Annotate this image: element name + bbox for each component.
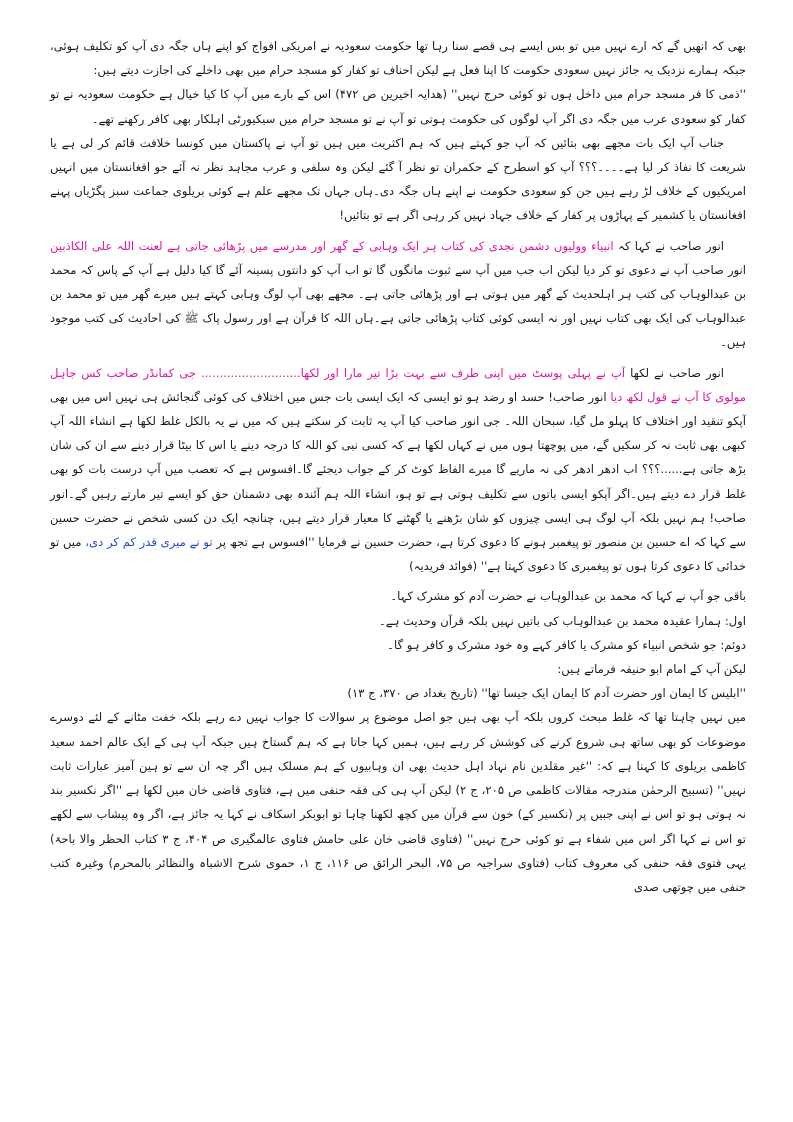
highlighted-quote-pink-1: آپ نے پہلی پوسٹ میں اپنی طرف سے بہت بڑا تیر مارا اور لکھا........................... [201,365,626,380]
paragraph-iblis-quote: ''ابلیس کا ایمان اور حضرت آدم کا ایمان ایک جیسا تھا'' (تاریخ بغداد ص ۳۷۰، ج ۱۳) [347,686,746,701]
anwar-response-text: انور صاحب آپ نے دعوی تو کر دیا لیکن اب جب میں آپ سے ثبوت مانگوں گا تو اب آپ کو دانتوں پسینہ آئے گا کیا دلیل ہے آپ کے پاس کہ محمد بن عبدالوہاب کی کتب ہر اہلحدیث کے گھر میں ہوتی ہے اور پڑھائی جاتی ہے۔ مجھے بھی آپ لوگ وہابی کہتے ہیں میرے گھر میں تو محمد بن عبدالوہاب کی ایک بھی کتاب نہیں اور نہ ایسی کوئی کتاب پڑھائی جاتی ہے۔ہاں اللہ کا قرآن ہے اور رسول پاک ﷺ کی احادیث کی کتب موجود ہیں۔ [50,262,746,350]
paragraph-point-first: اول: ہمارا عقیدہ محمد بن عبدالوہاب کی باتیں نہیں بلکہ قرآن وحدیث ہے۔ [378,613,746,628]
response-text-end: میں تو خدائی کا دعوی کرتا ہوں تو پیغمبری کا دعوی کہتا ہے'' (فوائد فریدیہ) [50,535,746,574]
paragraph-fiqh-hanafi: میں نہیں چاہتا تھا کہ غلط مبحث کروں بلکہ آپ بھی ہیں جو اصل موضوع پر سوالات کا جواب نہیں دے رہے بلکہ خفت مٹانے کے لئے دوسرے موضوعات کو بھی ساتھ ہی شروع کرنے کی کوشش کر رہے ہیں، ہمیں کہا جاتا ہے کہ ہم گستاخ ہیں جبکہ آپ ہی کے ایک عالم احمد سعید کاظمی بریلوی کا کہنا ہے کہ: ''غیر مقلدین نام نہاد اہل حدیث بھی ان وہابیوں کے ہم مسلک ہیں اگر چہ ان سے تو ہین آمیز عبارات ثابت نہیں'' (تسبیح الرحمٰن مندرجہ مقالات کاظمی ص ۲۰۵، ج ۲) لیکن آپ ہی کی فقہ حنفی میں ہے، فتاوی قاضی خان میں لکھا ہے ''اگر نکسیر بند نہ ہوتی ہو تو اس نے اپنی جبیں پر (نکسیر کے) خون سے قرآن میں کچھ لکھنا چاہا تو ابوبکر اسکاف نے کہا یہ جائز ہے، اگر وہ پیشاب سے لکھے تو اس نے کہا اگر اس میں شفاء ہے تو کوئی حرج نہیں'' (فتاوی قاضی خان علی حامش فتاوی عالمگیری ص ۴۰۴، ج ۳ کتاب الحظر والا باحۃ) یہی فتوی فقہ حنفی کی معروف کتاب (فتاوی سراجیہ ص ۷۵، البحر الرائق ص ۱۱۶، ج ۱، حموی شرح الاشباہ والنظائر بالمحرم) وغیرہ کتب حنفی میں چوتھی صدی [50,710,746,894]
response-text: انور صاحب! حسد او رضد ہو تو ایسی کہ ایک ایسی بات جس میں اختلاف کی کوئی گنجائش ہی نہیں اس میں بھی آپکو تنقید اور اختلاف کا پہلو مل گیا، سبحان اللہ۔ جی انور صاحب کیا آپ یہ ثابت کر سکتے ہیں کہ میں نے یہ بالکل غلط لکھا ہے انشاء اللہ آپ کبھی بھی ثابت نہ کر سکیں گے، میں پوچھتا ہوں میں نے کہاں لکھا ہے کہ کسی نبی کو اللہ کا درجہ دینے یا اس کا بیٹا قرار دینے سے ان کی شان بڑھ جاتی ہے......؟؟؟ اب ادھر ادھر کی نہ ماریے گا میرے الفاظ کوٹ کر کے جواب دیجئے گا۔افسوس ہے کہ تعصب میں آپ درست بات کو بھی غلط قرار دے دیتے ہیں۔اگر آپکو ایسی باتوں سے تکلیف ہوتی ہے تو ہو، انشاء اللہ ہم آئندہ بھی دشمنان حق کو ایسے تیر مارتے رہیں گے۔انور صاحب! ہم نہیں بلکہ آپ لوگ ہی ایسی چیزوں کو شان بڑھنے یا گھٹنے کا معیار قرار دیتے ہیں، چنانچہ ایک دن کسی شخص نے حضرت حسین سے کہا کہ اے حسین بن منصور تو پیغمبر ہونے کا دعوی کرتا ہے، حضرت حسین نے فرمایا ''افسوس ہے تجھ پر [50,389,747,550]
paragraph-intro: بھی کہ انھیں گے کہ ارے نہیں میں تو بس ایسے ہی قصے سنا رہا تھا حکومت سعودیہ نے امریکی افواج کو اپنے ہاں جگہ دی آپ کو تکلیف ہوئی، جبکہ ہمارے نزدیک یہ جائز نہیں سعودی حکومت کا اپنا فعل ہے لیکن احناف تو کفار کو مسجد حرام میں بھی داخلے کی اجازت دیتے ہیں: [50,39,746,78]
paragraph-point-second: دوئم: جو شخص انبیاء کو مشرک یا کافر کہے وہ خود مشرک و کافر ہو گا۔ [387,637,746,652]
highlighted-quote-pink-2: جی کمانڈر صاحب کس جاہل مولوی کا آپ نے قول لکھ دیا [50,365,746,404]
document-body [50,34,746,899]
paragraph-khilafat-question: جناب آپ ایک بات مجھے بھی بتائیں کہ آپ جو کہتے ہیں کہ ہم اکثریت میں ہیں تو آپ نے پاکستان میں کونسا خلافت قائم کر لی ہے یا شریعت کا نفاذ کر لیا ہے۔۔۔۔؟؟؟ آپ کو اسطرح کے حکمران تو نظر آ گئے لیکن وہ سلفی و عرب مجاہد نظر نہ آئے جو افغانستان میں انہیں امریکیوں کے خلاف لڑ رہے ہیں جن کو سعودی حکومت نے اپنے ہاں جگہ دی۔ہاں جہاں تک مجھے علم ہے کوئی بریلوی جماعت سبز پگڑیاں پہنے افغانستان یا کشمیر کے پہاڑوں پر کفار کے خلاف جہاد نہیں کر رہی اگر ہے تو بتائیں! [50,135,746,223]
anwar-wrote-text: انور صاحب نے لکھا [630,365,724,380]
highlighted-quote-pink: انبیاء وولیوں دشمن نجدی کی کتاب ہر ایک وہابی کے گھر اور مدرسے میں پڑھائی جاتی ہے لعنت اللہ علی الکاذبین [50,238,614,253]
paragraph-anwar-claim-1 [50,234,746,355]
paragraph-adam-claim: باقی جو آپ نے کہا کہ محمد بن عبدالوہاب نے حضرت آدم کو مشرک کہا۔ [390,589,746,604]
paragraph-anwar-claim-2 [50,361,746,579]
anwar-intro-text: انور صاحب نے کہا کہ [618,238,725,253]
paragraph-hidaya-quote: ''ذمی کا فر مسجد حرام میں داخل ہوں تو کوئی حرج نہیں'' (ھدایہ اخیرین ص ۴۷۲) اس کے بارے میں آپ کا کیا خیال ہے حکومت سعودیہ نے تو کفار کو سعودی عرب میں جگہ دی اگر آپ لوگوں کی حکومت ہوتی تو آپ نے تو مسجد حرام میں سیکیورٹی اہلکار بھی کافر رکھنے تھے۔ [50,87,746,126]
highlighted-quote-blue: تو نے میری قدر کم کر دی، [85,535,213,550]
paragraph-abu-hanifa: لیکن آپ کے امام ابو حنیفہ فرماتے ہیں: [557,662,746,677]
